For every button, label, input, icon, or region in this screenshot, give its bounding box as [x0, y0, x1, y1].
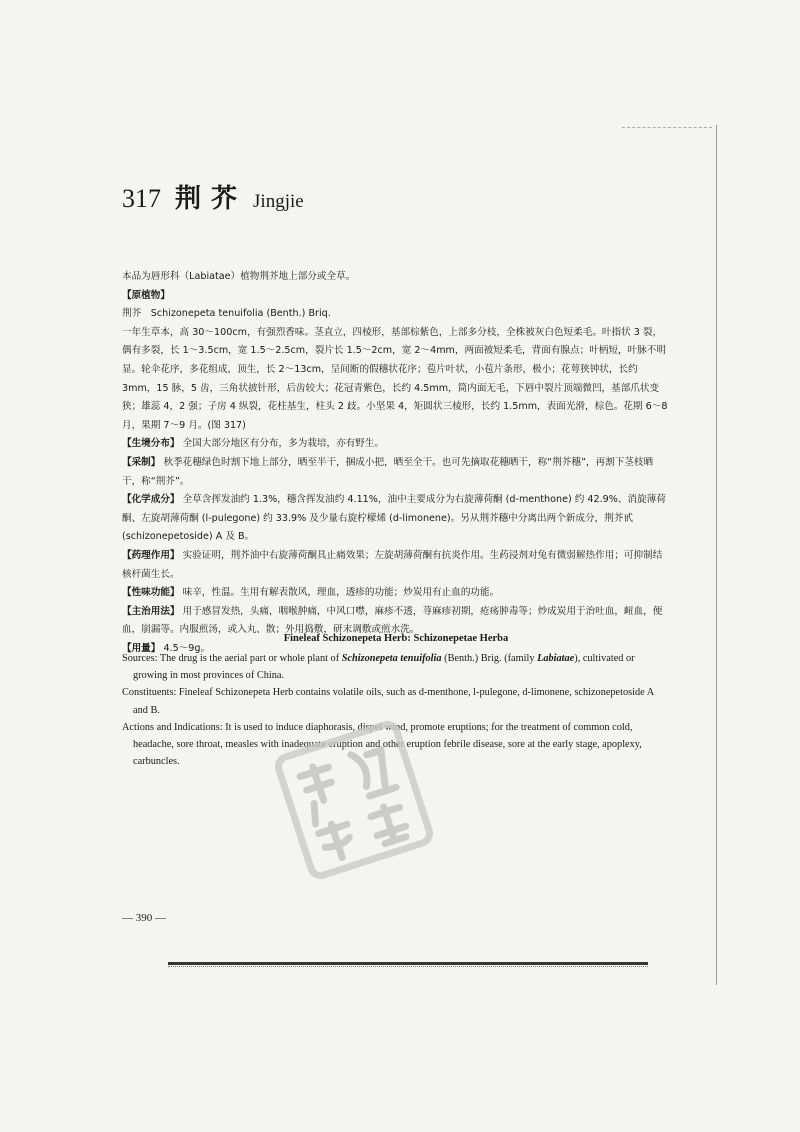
page-number: — 390 — [122, 912, 166, 924]
english-actions: Actions and Indications: It is used to induce diaphorasis, dispel wind, promote eruptions; for the treatment of common cold, headache, sore throat, measles with inadequate eruption and other eruption febrile disease, sore at the early stage, apoplexy, carbuncles. [122, 721, 642, 768]
section-chemistry [122, 491, 670, 547]
sources-before: The drug is the aerial part or whole plant of [157, 653, 342, 664]
plant-name: 荆芥 Schizonepeta tenuifolia (Benth.) Briq. [122, 308, 331, 320]
top-dash-rule [622, 127, 712, 128]
entry-title [122, 178, 304, 215]
entry-name-chinese: 荆芥 [175, 184, 248, 214]
family-name: Labiatae [537, 653, 575, 664]
section-heading: 【化学成分】 [122, 494, 180, 506]
section-text: 用于感冒发热，头痛，咽喉肿痛，中风口噤，麻疹不透，荨麻疹初期，疮疡肿毒等；炒成炭用于治吐血，衄血，便血，崩漏等。内服煎汤，或入丸、散；外用捣敷，研末调敷或煎水洗。 [122, 605, 663, 636]
section-text: 全国大部分地区有分布，多为栽培，亦有野生。 [182, 438, 385, 450]
section-text: 全草含挥发油约 1.3%，穗含挥发油约 4.11%，油中主要成分为右旋薄荷酮 (d-menthone) 约 42.9%、消旋薄荷酮、左旋胡薄荷酮 (l-pulegone) 约 33.9% 及少量右旋柠檬烯 (d-limonene)。另从荆芥穗中分离出两个新成分，荆芥甙 (schizonepetoside) A 及 B。 [122, 494, 666, 543]
section-heading: 【用量】 [122, 642, 161, 654]
section-habitat [122, 435, 670, 454]
section-heading: 【性味功能】 [122, 587, 180, 599]
entry-number: 317 [122, 184, 161, 213]
chinese-text [122, 268, 670, 658]
bottom-rule [168, 962, 648, 965]
section-text: 秋季花穗绿色时割下地上部分，晒至半干，捆成小把，晒至全干。也可先摘取花穗晒干，称“荆芥穗”，再割下茎枝晒干，称“荆芥”。 [122, 456, 654, 487]
section-text: 4.5～9g。 [163, 642, 211, 654]
watermark-seal-icon [270, 716, 438, 884]
sources-after: ), cultivated or growing in most provinces of China. [133, 653, 635, 682]
intro-line: 本品为唇形科（Labiatae）植物荆芥地上部分或全草。 [122, 271, 356, 282]
english-constituents: Constituents: Fineleaf Schizonepeta Herb contains volatile oils, such as d-menthone, l-pulegone, d-limonene, schizonepetoside A and B. [122, 687, 654, 716]
sources-label: Sources: [122, 653, 158, 664]
sources-middle: (Benth.) Brig. (family [441, 653, 538, 664]
section-pharmacology [122, 547, 670, 584]
section-heading: 【生境分布】 [122, 438, 180, 450]
section-text: 味辛，性温。生用有解表散风，理血，透疹的功能；炒炭用有止血的功能。 [182, 587, 500, 599]
section-heading: 【采制】 [122, 456, 161, 468]
section-properties [122, 584, 670, 603]
section-heading: 【主治用法】 [122, 605, 180, 617]
english-title: Fineleaf Schizonepeta Herb: Schizonepetae Herba [283, 633, 509, 644]
section-collection [122, 454, 670, 491]
english-sources [122, 650, 670, 684]
binding-line [716, 125, 717, 985]
plant-heading: 【原植物】 [122, 289, 170, 301]
entry-name-pinyin: Jingjie [253, 191, 304, 212]
species-name: Schizonepeta tenuifolia [341, 653, 442, 664]
bottom-rule-dotted [168, 966, 648, 967]
section-heading: 【药理作用】 [122, 549, 180, 561]
section-text: 实验证明，荆芥油中右旋薄荷酮具止痛效果；左旋胡薄荷酮有抗炎作用。生药浸剂对兔有微弱解热作用；可抑制结核杆菌生长。 [122, 549, 663, 580]
plant-description: 一年生草本，高 30～100cm，有强烈香味。茎直立，四棱形，基部棕紫色，上部多分枝，全株被灰白色短柔毛。叶指状 3 裂，偶有多裂，长 1～3.5cm，宽 1.5～2.5cm，裂片长 1.5～2cm，宽 2～4mm，两面被短柔毛，背面有腺点；叶柄短，叶脉不明显。轮伞花序，多花组成，顶生，长 2～13cm，呈间断的假穗状花序；苞片叶状，小苞片条形，极小；花萼狭钟状，长约 3mm，15 脉，5 齿，三角状披针形，后齿较大；花冠青紫色，长约 4.5mm，筒内面无毛，下唇中裂片顶端微凹，基部爪状变狭；雄蕊 4，2 强；子房 4 纵裂，花柱基生，柱头 2 歧。小坚果 4，矩圆状三棱形，长约 1.5mm，表面光滑，棕色。花期 6～8 月，果期 7～9 月。(图 317) [122, 326, 668, 431]
